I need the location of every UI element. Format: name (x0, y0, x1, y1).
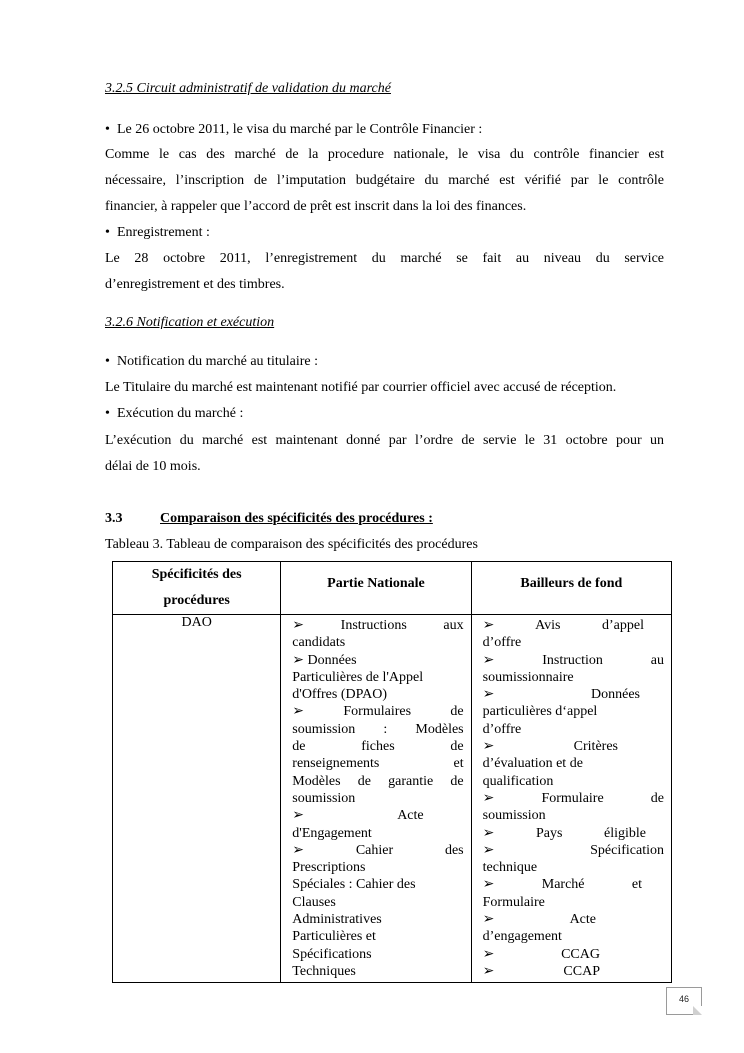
list-item: Formulaire (482, 894, 545, 910)
list-item: Spéciales : Cahier des (292, 877, 416, 893)
list-item: qualification (482, 773, 554, 789)
bullet-icon: • (105, 225, 110, 240)
list-item: ➢ Avis d’appel (482, 618, 644, 633)
list-item: d’évaluation et de (482, 756, 583, 772)
list-item: soumission : Modèles (292, 721, 464, 737)
bullet-text: Le 26 octobre 2011, le visa du marché par le Contrôle Financier : (117, 122, 483, 137)
header-specificites (113, 562, 281, 615)
list-item: technique (482, 860, 538, 876)
list-item: ➢ Instruction au (482, 652, 664, 668)
list-item: d’offre (482, 635, 522, 651)
header-bailleurs-de-fond (471, 562, 671, 615)
list-item: ➢ Spécification (482, 842, 664, 858)
bullet-visa-controle-financier (105, 121, 664, 139)
table-row (113, 615, 672, 983)
table-caption: Tableau 3. Tableau de comparaison des spécificités des procédures (105, 537, 478, 552)
bullet-icon: • (105, 406, 110, 421)
paragraph-line: délai de 10 mois. (105, 459, 201, 474)
section-title: Comparaison des spécificités des procédures : (160, 511, 433, 526)
list-item: Spécifications (292, 946, 372, 962)
section-3-3-heading (105, 510, 433, 528)
list-item: Clauses (292, 894, 336, 910)
page-number-box (666, 987, 702, 1015)
list-item: ➢ Acte (292, 808, 424, 824)
list-item: ➢ Instructions aux (292, 618, 464, 633)
list-item: Particulières et (292, 929, 376, 945)
list-item: ➢ Pays éligible (482, 825, 646, 841)
bullet-icon: • (105, 354, 110, 369)
page-fold-icon (693, 1006, 702, 1015)
list-item: Particulières de l'Appel (292, 669, 424, 685)
paragraph-line: L’exécution du marché est maintenant donné par l’ordre de servie le 31 octobre pour un (105, 433, 664, 448)
list-item: de fiches de (292, 739, 464, 755)
bullet-text: Exécution du marché : (117, 406, 244, 421)
list-item: ➢ Formulaire de (482, 790, 664, 806)
bullet-text: Notification du marché au titulaire : (117, 354, 318, 369)
list-item: ➢ Marché et (482, 877, 642, 893)
paragraph-line: Comme le cas des marché de la procedure nationale, le visa du contrôle financier est (105, 147, 664, 162)
paragraph-line: financier, à rappeler que l’accord de prêt est inscrit dans la loi des finances. (105, 199, 527, 214)
list-item: Techniques (292, 963, 356, 979)
cell-bailleurs-de-fond (471, 615, 671, 983)
list-item: ➢ Acte (482, 912, 596, 928)
bullet-notification (105, 353, 664, 371)
list-item: ➢ Données (292, 652, 357, 668)
header-text: Bailleurs de fond (520, 576, 623, 591)
section-3-2-5-heading: 3.2.5 Circuit administratif de validation du marché (105, 81, 391, 96)
cell-partie-nationale (281, 615, 471, 983)
list-item: d’offre (482, 721, 522, 737)
paragraph-line: d’enregistrement et des timbres. (105, 277, 285, 292)
list-item: ➢ Données (482, 687, 640, 703)
list-item: ➢ Cahier des (292, 842, 464, 858)
list-item: ➢ Formulaires de (292, 704, 464, 720)
list-item: Prescriptions (292, 860, 366, 876)
row-label-dao: DAO (113, 615, 281, 983)
list-item: d'Engagement (292, 825, 372, 841)
list-item: Administratives (292, 912, 382, 928)
list-item: ➢ CCAP (482, 963, 600, 979)
list-item: particulières d‘appel (482, 704, 598, 720)
bullet-text: Enregistrement : (117, 225, 210, 240)
section-number: 3.3 (105, 511, 123, 526)
list-item: ➢ CCAG (482, 946, 600, 962)
page-number: 46 (678, 994, 689, 1004)
paragraph-line: nécessaire, l’inscription de l’imputation budgétaire du marché est vérifié par le contrôle (105, 173, 664, 188)
list-item: soumission (292, 790, 356, 806)
list-item: ➢ Critères (482, 739, 618, 755)
header-partie-nationale (281, 562, 471, 615)
list-item: soumissionnaire (482, 669, 574, 685)
list-item: d'Offres (DPAO) (292, 687, 387, 703)
section-3-2-6-heading: 3.2.6 Notification et exécution (105, 315, 275, 330)
list-item: renseignements et (292, 756, 464, 772)
header-text: procédures (163, 593, 230, 608)
list-item: d’engagement (482, 929, 562, 945)
bullet-enregistrement (105, 224, 664, 242)
bullet-icon: • (105, 122, 110, 137)
paragraph-line: Le Titulaire du marché est maintenant notifié par courrier officiel avec accusé de réception. (105, 380, 617, 395)
bullet-execution (105, 405, 664, 423)
list-item: candidats (292, 635, 346, 651)
header-text: Partie Nationale (327, 576, 425, 591)
table-header-row (113, 562, 672, 615)
list-item: Modèles de garantie de (292, 773, 464, 789)
comparison-table (112, 561, 672, 983)
list-item: soumission (482, 808, 546, 824)
header-text: Spécificités des (151, 567, 242, 582)
paragraph-line: Le 28 octobre 2011, l’enregistrement du marché se fait au niveau du service (105, 251, 664, 266)
